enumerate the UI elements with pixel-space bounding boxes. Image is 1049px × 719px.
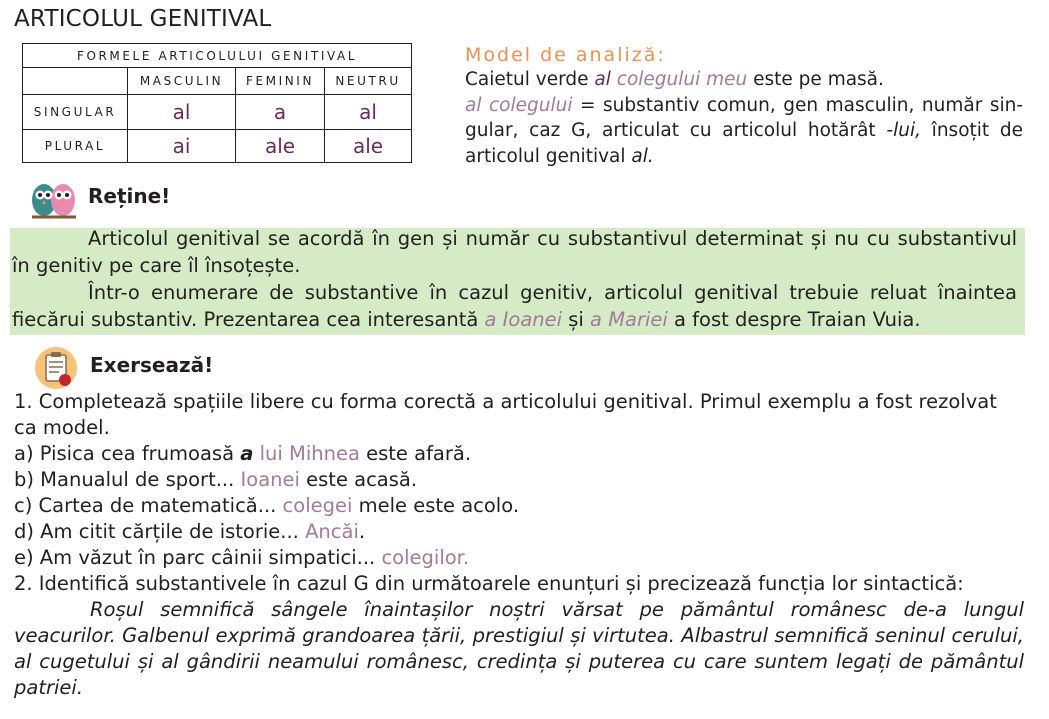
table-row bbox=[23, 130, 412, 163]
analysis-continuation: însoțit de articolul genitival bbox=[465, 120, 1023, 167]
list-item: e) Am văzut în parc câinii simpatici... colegilor. bbox=[14, 546, 470, 569]
table-cell: ale bbox=[236, 130, 325, 163]
retine-paragraph-1: Articolul genitival se acordă în gen și număr cu substantivul determinat și nu cu substantivul în genitiv pe care îl însoțește. bbox=[12, 227, 1017, 277]
model-noun-phrase: colegului meu bbox=[610, 69, 748, 90]
model-analysis-text bbox=[465, 67, 1023, 169]
analysis-description: = substantiv comun, gen masculin, număr sin-gular, caz G, articulat cu articolul hotărât bbox=[465, 94, 1024, 141]
exercise-1-prompt: 1. Completează spațiile libere cu forma corectă a articolului genitival. Primul exemplu a fost rezolvat ca model. bbox=[14, 390, 997, 439]
analysis-article: al. bbox=[631, 145, 654, 167]
table-cell: al bbox=[128, 95, 236, 130]
col-header-masculin: MASCULIN bbox=[128, 68, 236, 95]
genitive-article-table bbox=[22, 43, 412, 163]
exercise-2-text: Roșul semnifică sângele înaintașilor noștri vărsat pe pământul românesc de-a lungul veacurilor. Galbenul exprimă grandoarea țării, prestigiul și virtutea. Albastrul semnifică seninul cerului, al cugetului și al gândirii neamului românesc, credința și puterea cu care suntem legați de pământul patriei. bbox=[14, 598, 1024, 699]
retine-text bbox=[12, 225, 1017, 333]
exercises bbox=[14, 389, 1024, 701]
example-ioanei: a Ioanei bbox=[484, 308, 563, 331]
model-article: al bbox=[594, 69, 611, 90]
exercise-2-prompt: 2. Identifică substantivele în cazul G din următoarele enunțuri și precizează funcția lor sintactică: bbox=[14, 572, 964, 595]
col-header-neutru: NEUTRU bbox=[325, 68, 412, 95]
row-label-plural: PLURAL bbox=[23, 130, 128, 163]
clipboard-icon bbox=[34, 346, 78, 390]
owls-icon bbox=[30, 176, 78, 220]
model-title: Model de analiză: bbox=[465, 44, 666, 66]
list-item: c) Cartea de matematică... colegei mele este acolo. bbox=[14, 494, 520, 517]
table-cell: al bbox=[325, 95, 412, 130]
list-item: a) Pisica cea frumoasă a lui Mihnea este afară. bbox=[14, 442, 472, 465]
table-cell: a bbox=[236, 95, 325, 130]
list-item: b) Manualul de sport... Ioanei este acasă. bbox=[14, 468, 418, 491]
model-sentence-end: este pe masă. bbox=[747, 69, 884, 90]
page-title: ARTICOLUL GENITIVAL bbox=[14, 6, 272, 32]
table-cell: ale bbox=[325, 130, 412, 163]
conjunction: și bbox=[562, 308, 591, 331]
retine-heading: Reține! bbox=[88, 184, 171, 208]
table-caption: FORMELE ARTICOLULUI GENITIVAL bbox=[23, 44, 412, 68]
retine-paragraph-2: Într-o enumerare de substantive în cazul genitiv, articolul genitival trebuie reluat înaintea fiecărui substantiv. Prezentarea cea interesantă bbox=[12, 281, 1017, 331]
analysis-suffix: -lui, bbox=[886, 120, 921, 141]
analysis-subject: al colegului bbox=[465, 94, 573, 116]
solved-answer: a bbox=[240, 442, 254, 465]
exerseaza-heading: Exersează! bbox=[90, 353, 214, 377]
example-mariei: a Mariei bbox=[590, 308, 668, 331]
empty-corner-cell bbox=[23, 68, 128, 95]
row-label-singular: SINGULAR bbox=[23, 95, 128, 130]
list-item: d) Am citit cărțile de istorie... Ancăi. bbox=[14, 520, 366, 543]
model-sentence-start: Caietul verde bbox=[465, 69, 595, 90]
retine-paragraph-end: a fost despre Traian Vuia. bbox=[667, 308, 921, 331]
col-header-feminin: FEMININ bbox=[236, 68, 325, 95]
table-cell: ai bbox=[128, 130, 236, 163]
table-row bbox=[23, 95, 412, 130]
